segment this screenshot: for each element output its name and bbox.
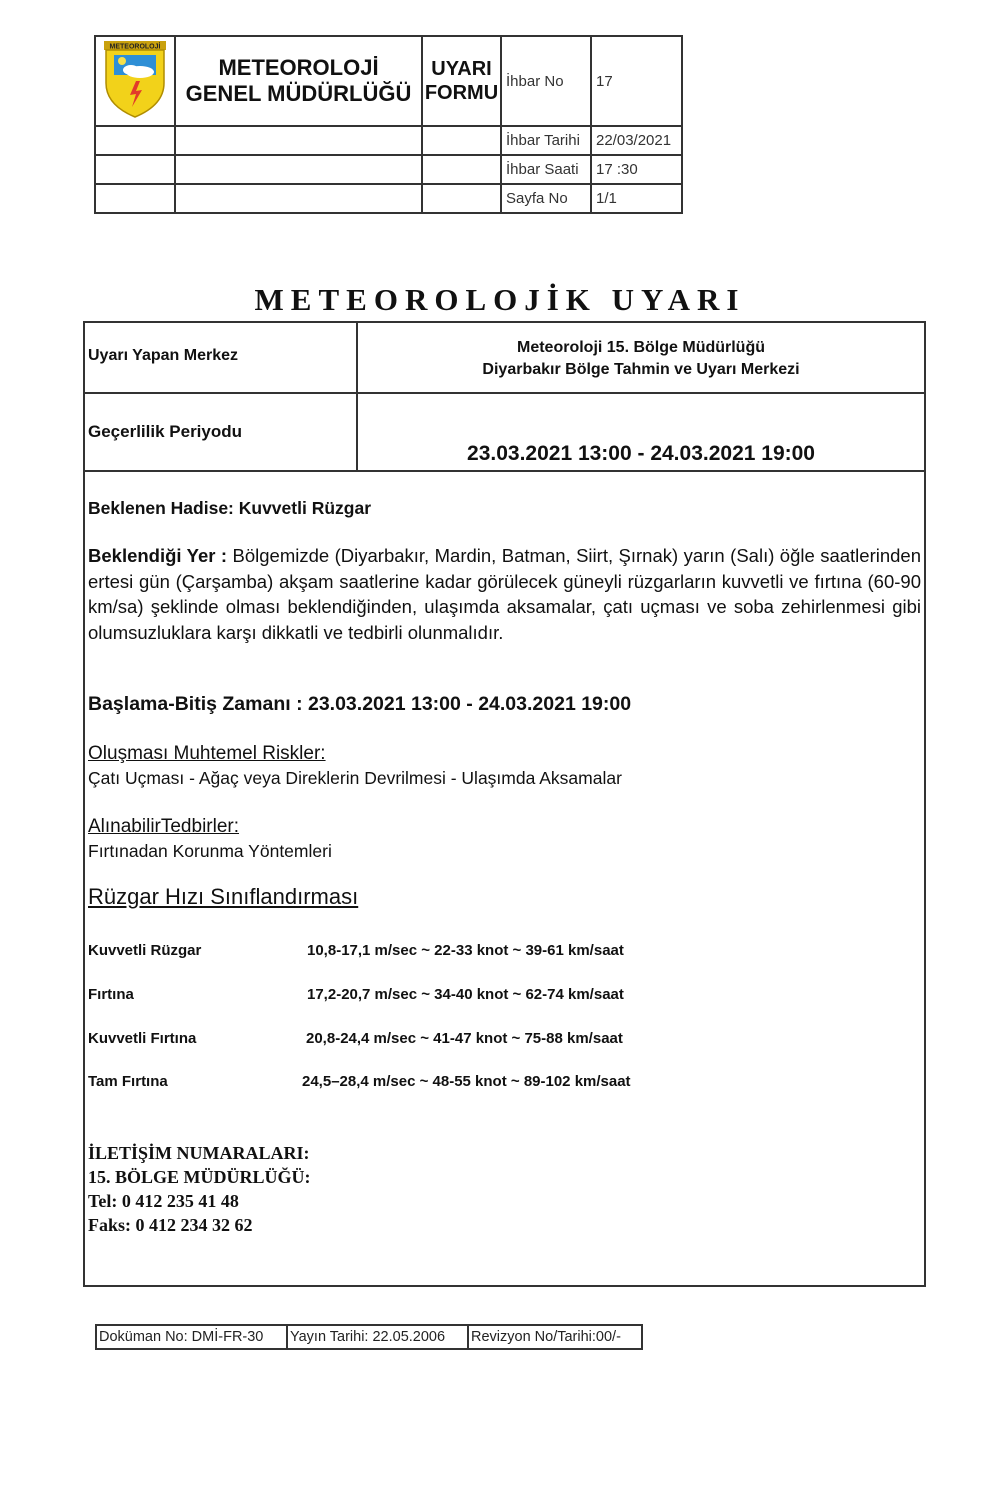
empty-cell [175, 184, 422, 213]
field-value: 1/1 [591, 184, 682, 213]
logo-text: METEOROLOJİ [109, 43, 161, 51]
field-value: 17 [591, 36, 682, 126]
field-label: İhbar Saati [501, 155, 591, 184]
form-line1: UYARI [431, 58, 492, 80]
validity-label: Geçerlilik Periyodu [88, 422, 243, 441]
org-line1: METEOROLOJİ [218, 55, 379, 80]
document-title: METEOROLOJİK UYARI [254, 282, 746, 317]
document-footer [95, 1324, 643, 1350]
mgm-logo-icon [102, 39, 168, 119]
wind-class-name: Tam Fırtına [88, 1073, 168, 1090]
empty-cell [422, 155, 501, 184]
location-paragraph [88, 543, 921, 645]
footer-pub-date: Yayın Tarihi: 22.05.2006 [287, 1325, 468, 1349]
warning-box [83, 321, 926, 1287]
empty-cell [175, 126, 422, 155]
contact-heading: İLETİŞİM NUMARALARI: [88, 1143, 310, 1163]
empty-cell [95, 155, 175, 184]
risks-heading: Oluşması Muhtemel Riskler: [88, 743, 326, 764]
form-line2: FORMU [424, 82, 499, 104]
wind-class-range: 10,8-17,1 m/sec ~ 22-33 knot ~ 39-61 km/saat [307, 942, 624, 959]
contact-office: 15. BÖLGE MÜDÜRLÜĞÜ: [88, 1167, 311, 1187]
validity-value: 23.03.2021 13:00 - 24.03.2021 19:00 [467, 442, 815, 465]
contact-block [88, 1141, 311, 1237]
center-name [358, 337, 924, 381]
empty-cell [95, 126, 175, 155]
empty-cell [95, 184, 175, 213]
column-divider [356, 323, 358, 470]
org-line2: GENEL MÜDÜRLÜĞÜ [185, 81, 412, 106]
wind-class-name: Kuvvetli Fırtına [88, 1030, 197, 1047]
wind-class-name: Fırtına [88, 986, 134, 1003]
org-name [175, 36, 422, 126]
location-text: Bölgemizde (Diyarbakır, Mardin, Batman, Siirt, Şırnak) yarın (Salı) öğle saatlerinden ertesi gün (Çarşamba) akşam saatlerine kadar görülecek güneyli rüzgarların kuvvetli ve fırtına (60-90 km/sa) şeklinde olması beklendiğinden, ulaşımda aksamalar, çatı uçması ve soba zehirlenmesi gibi olumsuzluklara karşı dikkatli ve tedbirli olunmalıdır. [88, 545, 922, 643]
wind-class-name: Kuvvetli Rüzgar [88, 942, 202, 959]
contact-tel: Tel: 0 412 235 41 48 [88, 1191, 239, 1211]
center-line2: Diyarbakır Bölge Tahmin ve Uyarı Merkezi [482, 361, 800, 378]
measures-heading: AlınabilirTedbirler: [88, 816, 240, 837]
location-label: Beklendiği Yer : [88, 545, 228, 566]
footer-doc-no: Doküman No: DMİ-FR-30 [96, 1325, 287, 1349]
wind-class-range: 20,8-24,4 m/sec ~ 41-47 knot ~ 75-88 km/saat [306, 1030, 623, 1047]
form-type [422, 36, 501, 126]
center-line1: Meteoroloji 15. Bölge Müdürlüğü [517, 339, 765, 356]
logo [95, 36, 175, 126]
field-label: İhbar Tarihi [501, 126, 591, 155]
measures-text: Fırtınadan Korunma Yöntemleri [88, 841, 332, 861]
center-row [85, 323, 924, 394]
risks-text: Çatı Uçması - Ağaç veya Direklerin Devrilmesi - Ulaşımda Aksamalar [88, 768, 622, 788]
validity-row [85, 394, 924, 472]
empty-cell [422, 184, 501, 213]
start-end-time: Başlama-Bitiş Zamanı : 23.03.2021 13:00 - 24.03.2021 19:00 [88, 693, 632, 715]
field-label: Sayfa No [501, 184, 591, 213]
wind-class-range: 17,2-20,7 m/sec ~ 34-40 knot ~ 62-74 km/saat [307, 986, 624, 1003]
empty-cell [422, 126, 501, 155]
wind-class-range: 24,5–28,4 m/sec ~ 48-55 knot ~ 89-102 km/saat [302, 1073, 631, 1090]
field-label: İhbar No [501, 36, 591, 126]
contact-fax: Faks: 0 412 234 32 62 [88, 1215, 253, 1235]
expected-event: Beklenen Hadise: Kuvvetli Rüzgar [88, 498, 371, 518]
field-value: 22/03/2021 [591, 126, 682, 155]
empty-cell [175, 155, 422, 184]
footer-revision: Revizyon No/Tarihi:00/- [468, 1325, 642, 1349]
field-value: 17 :30 [591, 155, 682, 184]
center-label: Uyarı Yapan Merkez [88, 347, 239, 364]
form-header [94, 35, 681, 210]
wind-heading: Rüzgar Hızı Sınıflandırması [88, 884, 359, 909]
